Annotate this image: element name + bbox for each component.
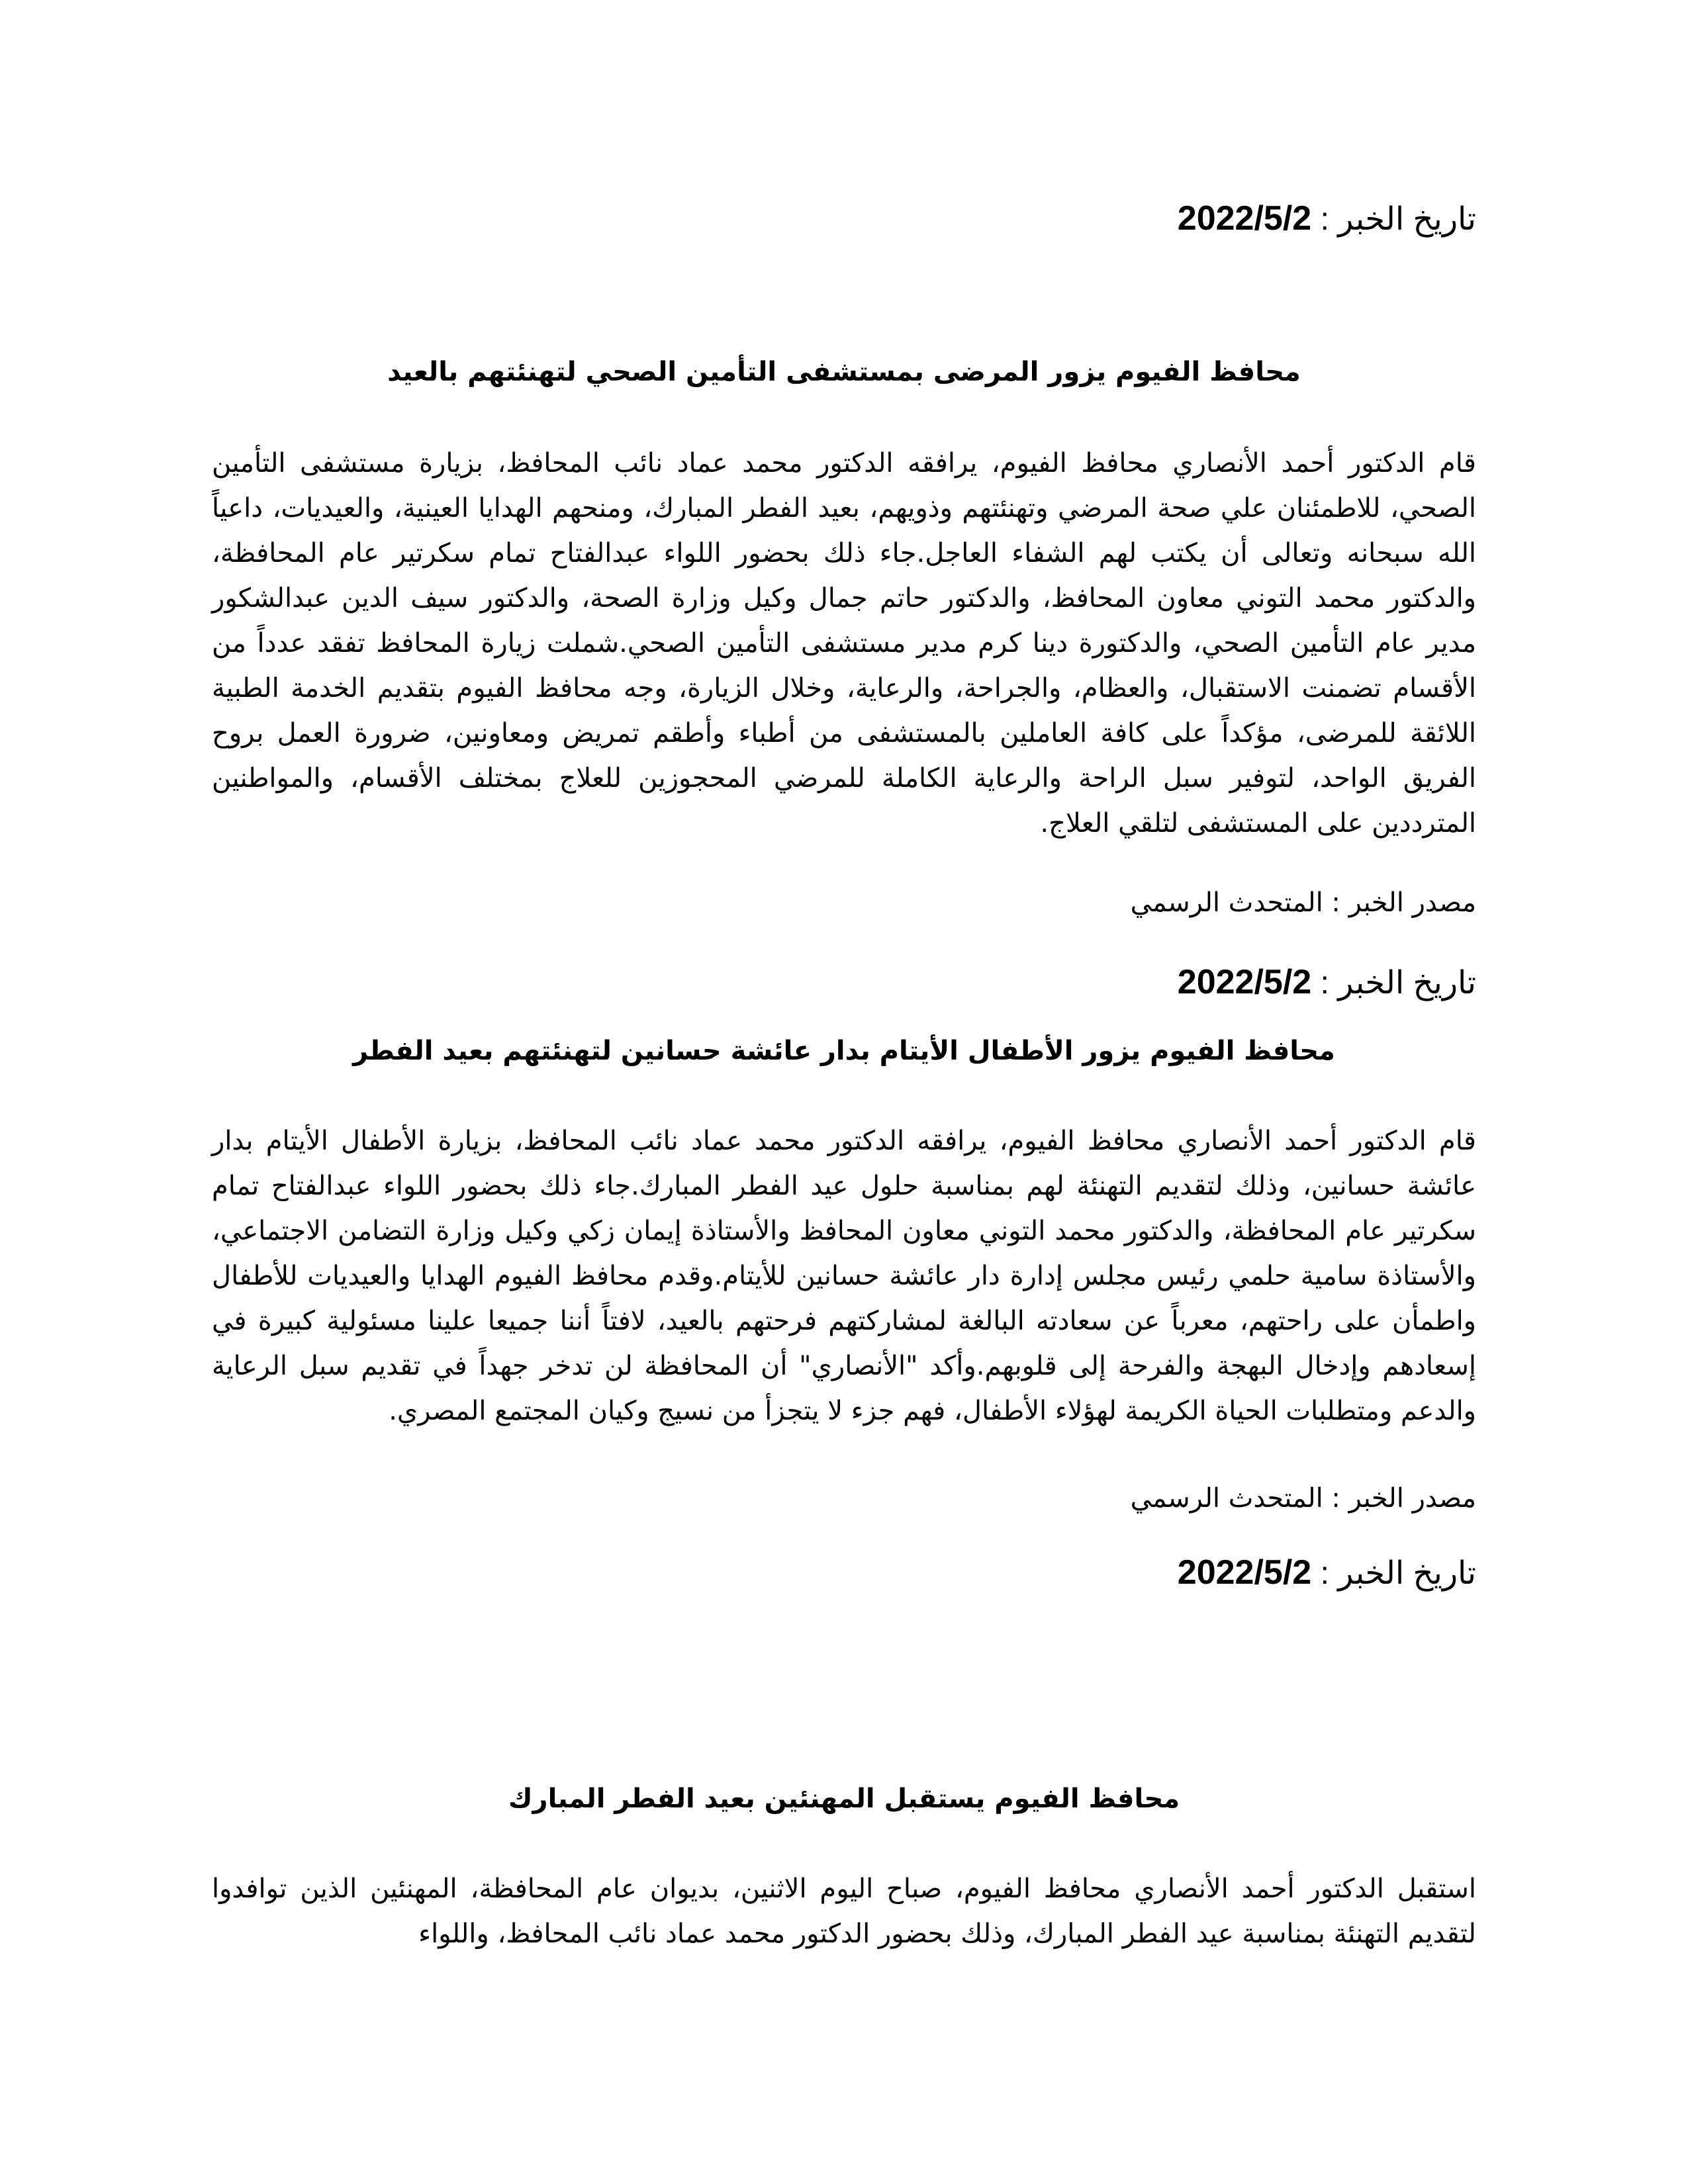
article-title: محافظ الفيوم يستقبل المهنئين بعيد الفطر المبارك — [508, 1784, 1180, 1814]
date-value: 2022/5/2 — [1177, 963, 1312, 1001]
article-date — [212, 199, 1476, 240]
article-body: قام الدكتور أحمد الأنصاري محافظ الفيوم، يرافقه الدكتور محمد عماد نائب المحافظ، بزيارة الأطفال الأيتام بدار عائشة حسانين، وذلك لتقديم التهنئة لهم بمناسبة حلول عيد الفطر المبارك.جاء ذلك بحضور اللواء عبدالفتاح تمام سكرتير عام المحافظة، والدكتور محمد التوني معاون المحافظ والأستاذة إيمان زكي وكيل وزارة التضامن الاجتماعي، والأستاذة سامية حلمي رئيس مجلس إدارة دار عائشة حسانين للأيتام.وقدم محافظ الفيوم الهدايا والعيديات للأطفال واطمأن على راحتهم، معرباً عن سعادته البالغة لمشاركتهم فرحتهم بالعيد، لافتاً أننا جميعا علينا مسئولية كبيرة في إسعادهم وإدخال البهجة والفرحة إلى قلوبهم.وأكد "الأنصاري" أن المحافظة لن تدخر جهداً في تقديم سبل الرعاية والدعم ومتطلبات الحياة الكريمة لهؤلاء الأطفال، فهم جزء لا يتجزأ من نسيج وكيان المجتمع المصري. — [212, 1126, 1476, 1426]
article-body: استقبل الدكتور أحمد الأنصاري محافظ الفيوم، صباح اليوم الاثنين، بديوان عام المحافظة، المهنئين الذين توافدوا لتقديم التهنئة بمناسبة عيد الفطر المبارك، وذلك بحضور الدكتور محمد عماد نائب المحافظ، واللواء — [212, 1874, 1476, 1949]
date-label: تاريخ الخبر : — [1320, 202, 1476, 237]
article-title: محافظ الفيوم يزور المرضى بمستشفى التأمين الصحي لتهنئتهم بالعيد — [387, 357, 1301, 387]
article-date — [212, 1553, 1476, 1594]
date-value: 2022/5/2 — [1177, 199, 1312, 238]
date-value: 2022/5/2 — [1177, 1553, 1312, 1592]
date-label: تاريخ الخبر : — [1320, 966, 1476, 1001]
date-label: تاريخ الخبر : — [1320, 1556, 1476, 1591]
article-title: محافظ الفيوم يزور الأطفال الأيتام بدار عائشة حسانين لتهنئتهم بعيد الفطر — [353, 1036, 1335, 1066]
article-body: قام الدكتور أحمد الأنصاري محافظ الفيوم، يرافقه الدكتور محمد عماد نائب المحافظ، بزيارة مستشفى التأمين الصحي، للاطمئنان علي صحة المرضي وتهنئتهم وذويهم، بعيد الفطر المبارك، ومنحهم الهدايا العينية، والعيديات، داعياً الله سبحانه وتعالى أن يكتب لهم الشفاء العاجل.جاء ذلك بحضور اللواء عبدالفتاح تمام سكرتير عام المحافظة، والدكتور محمد التوني معاون المحافظ، والدكتور حاتم جمال وكيل وزارة الصحة، والدكتور سيف الدين عبدالشكور مدير عام التأمين الصحي، والدكتورة دينا كرم مدير مستشفى التأمين الصحي.شملت زيارة المحافظ تفقد عدداً من الأقسام تضمنت الاستقبال، والعظام، والجراحة، والرعاية، وخلال الزيارة، وجه محافظ الفيوم بتقديم الخدمة الطبية اللائقة للمرضى، مؤكداً على كافة العاملين بالمستشفى من أطباء وأطقم تمريض ومعاونين، ضرورة العمل بروح الفريق الواحد، لتوفير سبل الراحة والرعاية الكاملة للمرضي المحجوزين للعلاج بمختلف الأقسام، والمواطنين المترددين على المستشفى لتلقي العلاج. — [212, 448, 1476, 839]
article-source: مصدر الخبر : المتحدث الرسمي — [1130, 887, 1476, 918]
article-source: مصدر الخبر : المتحدث الرسمي — [1130, 1483, 1476, 1514]
article-date — [212, 962, 1476, 1003]
